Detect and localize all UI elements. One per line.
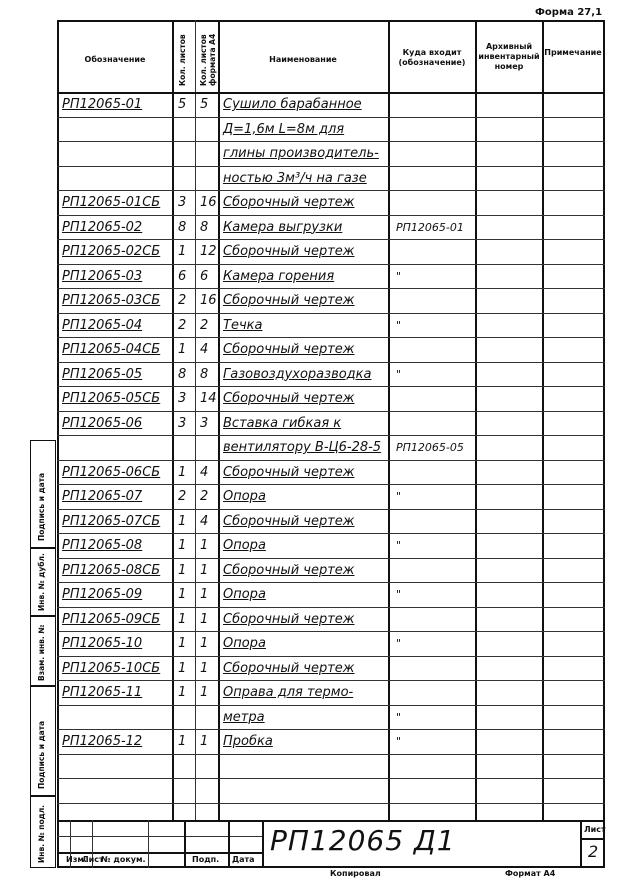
cell-sheets: 2 <box>178 317 187 333</box>
row-line <box>57 288 605 289</box>
cell-a4-sheets: 4 <box>200 342 209 357</box>
cell-name: Сборочный чертеж <box>223 513 355 529</box>
cell-a4-sheets: 5 <box>200 97 209 112</box>
tb-label-sheet: Лист <box>584 825 606 834</box>
cell-designation: РП12065-01 <box>62 97 143 112</box>
cell-sheets: 6 <box>178 268 187 284</box>
row-line <box>57 362 605 363</box>
cell-name: Оправа для термо- <box>223 685 354 700</box>
row-line <box>57 411 605 412</box>
cell-designation: РП12065-07СБ <box>62 513 161 529</box>
cell-designation: РП12065-09СБ <box>62 611 161 627</box>
cell-a4-sheets: 1 <box>200 587 209 602</box>
title-block-divider <box>148 820 149 868</box>
cell-name: Сушило барабанное <box>223 97 362 112</box>
cell-sheets: 1 <box>178 513 187 529</box>
cell-name: Сборочный чертеж <box>223 342 355 357</box>
cell-name: Опора <box>223 636 266 651</box>
cell-a4-sheets: 1 <box>200 660 209 676</box>
col-divider <box>218 20 220 820</box>
side-block-dup-inv <box>30 548 56 616</box>
cell-where-used: " <box>396 735 402 748</box>
col-divider <box>195 20 196 820</box>
cell-a4-sheets: 2 <box>200 317 209 333</box>
side-block-signature-date-2 <box>30 686 56 796</box>
side-label-signature-date-2: Подпись и дата <box>37 720 46 789</box>
row-line <box>57 484 605 485</box>
title-block-line <box>57 836 262 837</box>
cell-sheets: 1 <box>178 464 187 480</box>
header-sheets-format-text: Кол. листов формата А4 <box>199 33 217 86</box>
cell-designation: РП12065-12 <box>62 734 143 749</box>
cell-a4-sheets: 12 <box>200 244 217 259</box>
footer-copied: Копировал <box>330 869 381 878</box>
cell-where-used: " <box>396 588 402 601</box>
cell-sheets: 1 <box>178 587 187 602</box>
col-divider <box>172 20 174 820</box>
cell-where-used: РП12065-01 <box>396 220 464 234</box>
cell-designation: РП12065-05СБ <box>62 391 161 406</box>
cell-name: Опора <box>223 489 266 504</box>
cell-sheets: 2 <box>178 489 187 504</box>
cell-where-used: " <box>396 539 402 552</box>
cell-sheets: 3 <box>178 415 187 431</box>
row-line <box>57 313 605 314</box>
cell-where-used: " <box>396 710 402 724</box>
row-line <box>57 582 605 583</box>
cell-designation: РП12065-03СБ <box>62 293 161 308</box>
cell-name: метра <box>223 709 265 725</box>
cell-designation: РП12065-11 <box>62 685 143 700</box>
cell-sheets: 2 <box>178 293 187 308</box>
side-label-orig-inv: Инв. № подл. <box>37 804 46 863</box>
cell-sheets: 1 <box>178 342 187 357</box>
header-where-used: Куда входит (обозначение) <box>398 48 466 67</box>
header-sheets-format <box>199 24 217 86</box>
row-line <box>57 778 605 779</box>
cell-designation: РП12065-04СБ <box>62 342 161 357</box>
tb-label-doc-no: № докум. <box>101 855 146 864</box>
row-line <box>57 754 605 755</box>
cell-designation: РП12065-06 <box>62 415 143 431</box>
cell-where-used: " <box>396 637 402 650</box>
title-block-line <box>57 852 262 854</box>
side-label-dup-inv: Инв. № дубл. <box>37 553 46 611</box>
cell-name: Сборочный чертеж <box>223 244 355 259</box>
row-line <box>57 656 605 657</box>
document-number: РП12065 Д1 <box>270 824 456 857</box>
cell-where-used: " <box>396 269 402 283</box>
cell-a4-sheets: 4 <box>200 464 209 480</box>
cell-sheets: 1 <box>178 244 187 259</box>
header-sheets-count: Кол. листов <box>178 34 187 86</box>
cell-sheets: 1 <box>178 562 187 578</box>
cell-name: Сборочный чертеж <box>223 660 355 676</box>
row-line <box>57 141 605 142</box>
cell-a4-sheets: 8 <box>200 219 209 235</box>
cell-a4-sheets: 1 <box>200 611 209 627</box>
row-line <box>57 239 605 240</box>
row-line <box>57 729 605 730</box>
col-divider <box>388 20 390 820</box>
side-block-replace-inv <box>30 616 56 686</box>
cell-a4-sheets: 1 <box>200 562 209 578</box>
cell-where-used: РП12065-05 <box>396 441 464 454</box>
cell-where-used: " <box>396 318 402 332</box>
cell-designation: РП12065-08 <box>62 538 143 553</box>
cell-name: Д=1,6м L=8м для <box>223 121 345 137</box>
row-line <box>57 533 605 534</box>
cell-designation: РП12065-06СБ <box>62 464 161 480</box>
cell-sheets: 3 <box>178 195 187 210</box>
cell-designation: РП12065-07 <box>62 489 143 504</box>
cell-sheets: 1 <box>178 685 187 700</box>
row-line <box>57 607 605 608</box>
cell-name: Сборочный чертеж <box>223 195 355 210</box>
cell-sheets: 1 <box>178 660 187 676</box>
cell-sheets: 1 <box>178 611 187 627</box>
tb-label-signature: Подп. <box>192 855 220 864</box>
header-name: Наименование <box>269 55 337 64</box>
cell-a4-sheets: 2 <box>200 489 209 504</box>
title-block-divider <box>228 820 230 868</box>
cell-name: Пробка <box>223 734 273 749</box>
footer-format: Формат А4 <box>505 869 556 878</box>
row-line <box>57 509 605 510</box>
cell-designation: РП12065-10СБ <box>62 660 161 676</box>
cell-a4-sheets: 1 <box>200 685 209 700</box>
cell-designation: РП12065-02 <box>62 219 143 235</box>
header-archive: Архивный инвентарный номер <box>478 42 540 71</box>
cell-a4-sheets: 1 <box>200 636 209 651</box>
cell-a4-sheets: 16 <box>200 195 217 210</box>
row-line <box>57 680 605 681</box>
cell-a4-sheets: 8 <box>200 366 209 382</box>
side-block-signature-date-1 <box>30 440 56 548</box>
cell-name: Опора <box>223 587 266 602</box>
cell-name: Камера горения <box>223 268 335 284</box>
cell-designation: РП12065-01СБ <box>62 195 161 210</box>
cell-sheets: 8 <box>178 219 187 235</box>
row-line <box>57 558 605 559</box>
side-label-replace-inv: Взам. инв. № <box>37 624 46 681</box>
cell-a4-sheets: 1 <box>200 538 209 553</box>
side-block-orig-inv <box>30 796 56 868</box>
cell-a4-sheets: 16 <box>200 293 217 308</box>
cell-designation: РП12065-09 <box>62 587 143 602</box>
cell-name: Камера выгрузки <box>223 219 343 235</box>
title-block-top <box>57 820 605 822</box>
row-line <box>57 705 605 706</box>
cell-designation: РП12065-03 <box>62 268 143 284</box>
title-block-divider <box>262 820 264 868</box>
cell-sheets: 1 <box>178 538 187 553</box>
sheet-number: 2 <box>588 842 599 861</box>
cell-name: Сборочный чертеж <box>223 293 355 308</box>
cell-designation: РП12065-02СБ <box>62 244 161 259</box>
cell-sheets: 1 <box>178 636 187 651</box>
row-line <box>57 386 605 387</box>
cell-sheets: 1 <box>178 734 187 749</box>
cell-name: Газовоздухоразводка <box>223 366 372 382</box>
cell-name: ностью 3м³/ч на газе <box>223 170 367 186</box>
header-designation: Обозначение <box>84 55 146 64</box>
cell-designation: РП12065-04 <box>62 317 143 333</box>
cell-a4-sheets: 14 <box>200 391 217 406</box>
form-label: Форма 27,1 <box>535 7 603 18</box>
side-label-signature-date-1: Подпись и дата <box>37 472 46 541</box>
title-block-divider <box>184 820 186 868</box>
cell-designation: РП12065-08СБ <box>62 562 161 578</box>
row-line <box>57 117 605 118</box>
cell-name: Опора <box>223 538 266 553</box>
title-block-line <box>580 838 605 840</box>
cell-a4-sheets: 6 <box>200 268 209 284</box>
row-line <box>57 264 605 265</box>
row-line <box>57 460 605 461</box>
tb-label-izm: Изм. <box>66 855 87 864</box>
cell-designation: РП12065-10 <box>62 636 143 651</box>
cell-sheets: 8 <box>178 366 187 382</box>
col-divider <box>542 20 544 820</box>
cell-a4-sheets: 3 <box>200 415 209 431</box>
row-line <box>57 190 605 191</box>
cell-name: Сборочный чертеж <box>223 562 355 578</box>
header-bottom-line <box>57 92 605 94</box>
cell-where-used: " <box>396 367 402 381</box>
row-line <box>57 631 605 632</box>
cell-name: Сборочный чертеж <box>223 464 355 480</box>
cell-name: Сборочный чертеж <box>223 611 355 627</box>
row-line <box>57 166 605 167</box>
cell-name: Сборочный чертеж <box>223 391 355 406</box>
title-block-divider <box>580 820 582 868</box>
tb-label-date: Дата <box>232 855 255 864</box>
cell-name: вентилятору В-Ц6-28-5 <box>223 440 382 455</box>
header-note: Примечание <box>544 48 602 57</box>
cell-name: глины производитель- <box>223 146 379 161</box>
row-line <box>57 803 605 804</box>
row-line <box>57 215 605 216</box>
row-line <box>57 435 605 436</box>
cell-a4-sheets: 1 <box>200 734 209 749</box>
cell-where-used: " <box>396 490 402 503</box>
tb-label-list: Лист <box>82 855 104 864</box>
cell-a4-sheets: 4 <box>200 513 209 529</box>
cell-name: Вставка гибкая к <box>223 415 342 431</box>
col-divider <box>475 20 477 820</box>
row-line <box>57 337 605 338</box>
cell-sheets: 3 <box>178 391 187 406</box>
cell-designation: РП12065-05 <box>62 366 143 382</box>
cell-name: Течка <box>223 317 263 333</box>
cell-sheets: 5 <box>178 97 187 112</box>
